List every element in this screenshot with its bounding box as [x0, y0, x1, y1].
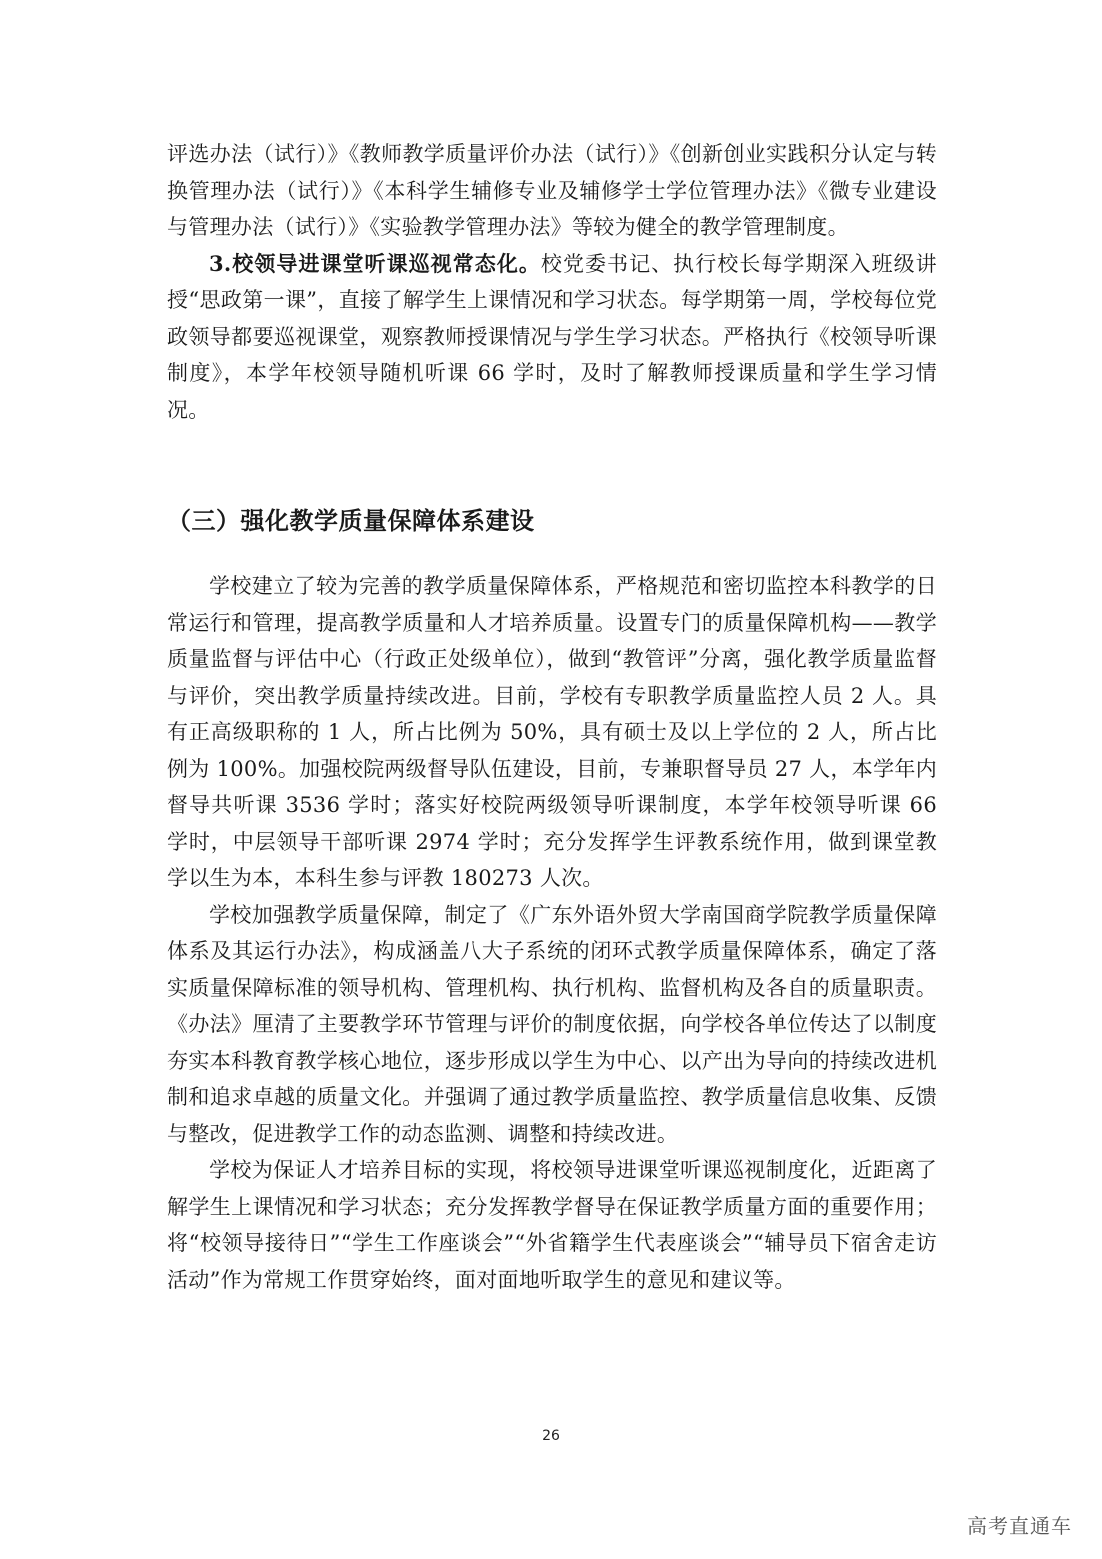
paragraph-text: 校党委书记、执行校长每学期深入班级讲授“思政第一课”，直接了解学生上课情况和学习状态。每学期第一周，学校每位党政领导都要巡视课堂，观察教师授课情况与学生学习状态。严格执行《校领导听课制度》，本学年校领导随机听课 66 学时，及时了解教师授课质量和学生学习情况。: [167, 251, 937, 422]
paragraph-continued: [167, 136, 937, 246]
watermark: 高考直通车: [967, 1514, 1072, 1538]
document-body: [167, 136, 937, 1298]
paragraph-quality-system: 学校建立了较为完善的教学质量保障体系，严格规范和密切监控本科教学的日常运行和管理，提高教学质量和人才培养质量。设置专门的质量保障机构——教学质量监督与评估中心（行政正处级单位），做到“教管评”分离，强化教学质量监督与评价，突出教学质量持续改进。目前，学校有专职教学质量监控人员 2 人。具有正高级职称的 1 人，所占比例为 50%，具有硕士及以上学位的 2 人，所占比例为 100%。加强校院两级督导队伍建设，目前，专兼职督导员 27 人，本学年内督导共听课 3536 学时；落实好校院两级领导听课制度，本学年校领导听课 66 学时，中层领导干部听课 2974 学时；充分发挥学生评教系统作用，做到课堂教学以生为本，本科生参与评教 180273 人次。: [167, 574, 937, 890]
section-heading: （三）强化教学质量保障体系建设: [167, 507, 535, 535]
paragraph-quality-assurance: 学校加强教学质量保障，制定了《广东外语外贸大学南国商学院教学质量保障体系及其运行办法》，构成涵盖八大子系统的闭环式教学质量保障体系，确定了落实质量保障标准的领导机构、管理机构、执行机构、监督机构及各自的质量职责。《办法》厘清了主要教学环节管理与评价的制度依据，向学校各单位传达了以制度夯实本科教育教学核心地位，逐步形成以学生为中心、以产出为导向的持续改进机制和追求卓越的质量文化。并强调了通过教学质量监控、教学质量信息收集、反馈与整改，促进教学工作的动态监测、调整和持续改进。: [167, 902, 937, 1146]
paragraph-talent-cultivation: 学校为保证人才培养目标的实现，将校领导进课堂听课巡视制度化，近距离了解学生上课情况和学习状态；充分发挥教学督导在保证教学质量方面的重要作用；将“校领导接待日”“学生工作座谈会”“外省籍学生代表座谈会”“辅导员下宿舍走访活动”作为常规工作贯穿始终，面对面地听取学生的意见和建议等。: [167, 1158, 937, 1292]
paragraph-lead-heading: 3.校领导进课堂听课巡视常态化。: [209, 250, 541, 276]
paragraph-leadership-observation: [167, 246, 937, 429]
page-number: 26: [542, 1428, 560, 1444]
paragraph-text: 评选办法（试行）》《教师教学质量评价办法（试行）》《创新创业实践积分认定与转换管理办法（试行）》《本科学生辅修专业及辅修学士学位管理办法》《微专业建设与管理办法（试行）》《实验教学管理办法》等较为健全的教学管理制度。: [167, 142, 937, 239]
